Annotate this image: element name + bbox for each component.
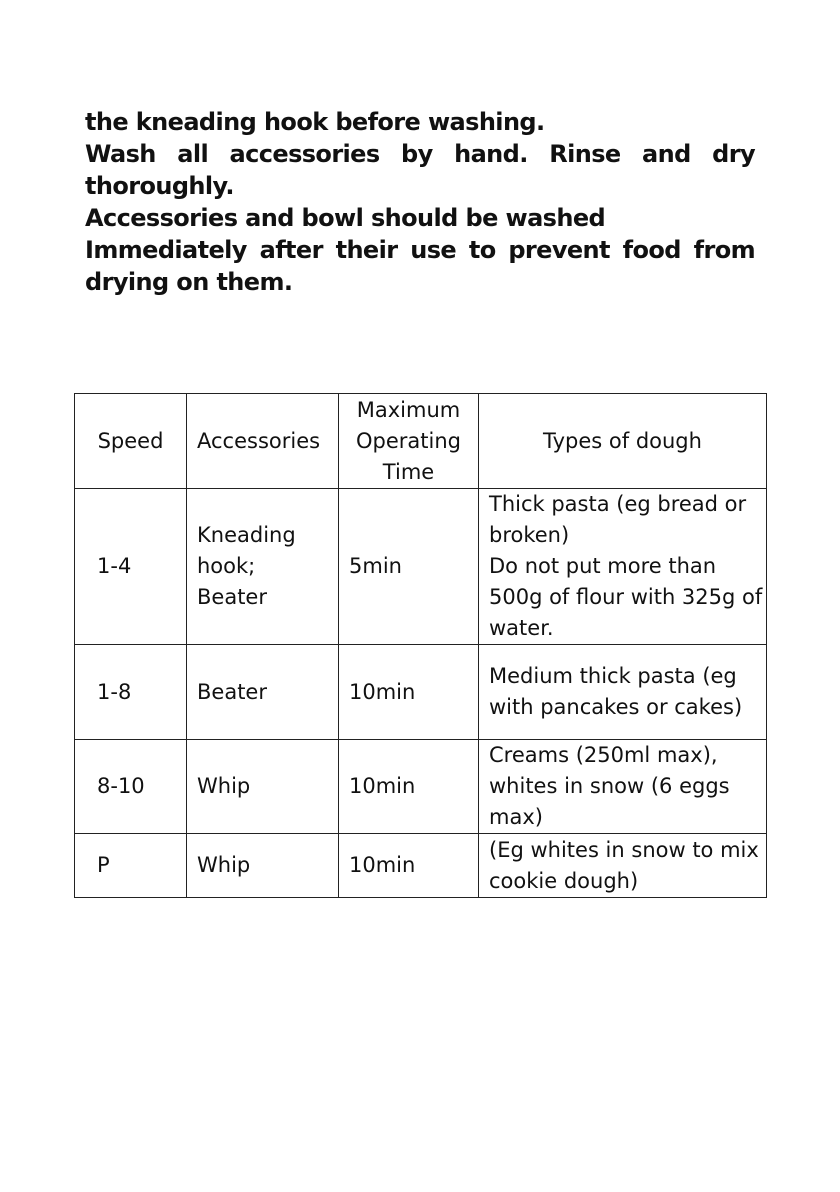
cell-accessories-line-1: Kneading xyxy=(197,523,296,547)
cell-dough-line-2: Do not put more than 500g of flour with 325g of water. xyxy=(489,554,763,640)
cell-accessories xyxy=(187,489,339,645)
cell-speed: 1-4 xyxy=(75,489,187,645)
header-dough: Types of dough xyxy=(479,394,767,489)
instruction-paragraph-4: Immediately after their use to prevent food from drying on them. xyxy=(85,236,755,296)
speed-table xyxy=(74,393,767,898)
cell-accessories: Whip xyxy=(187,834,339,898)
header-max-time-line-1: Maximum xyxy=(356,397,461,422)
cell-accessories: Whip xyxy=(187,740,339,834)
instruction-line-1: the kneading hook before washing. xyxy=(85,108,545,136)
instruction-line-3: Accessories and bowl should be washed xyxy=(85,204,606,232)
header-max-time-line-3: Time xyxy=(382,459,435,484)
cell-dough: Medium thick pasta (eg with pancakes or cakes) xyxy=(479,645,767,740)
header-max-time-line-2: Operating xyxy=(356,428,461,453)
table-row xyxy=(75,834,767,898)
table-row xyxy=(75,645,767,740)
cell-speed: 1-8 xyxy=(75,645,187,740)
cell-dough: (Eg whites in snow to mix cookie dough) xyxy=(479,834,767,898)
cell-speed: 8-10 xyxy=(75,740,187,834)
cell-dough xyxy=(479,489,767,645)
cell-time: 10min xyxy=(339,740,479,834)
cell-accessories-line-2: hook; xyxy=(197,554,256,578)
table-row xyxy=(75,489,767,645)
cell-dough-line-1: Thick pasta (eg bread or broken) xyxy=(489,492,747,547)
header-accessories: Accessories xyxy=(187,394,339,489)
cell-speed: P xyxy=(75,834,187,898)
cell-accessories-line-3: Beater xyxy=(197,585,267,609)
instruction-paragraph-2: Wash all accessories by hand. Rinse and dry thoroughly. xyxy=(85,140,755,200)
cell-time: 5min xyxy=(339,489,479,645)
header-max-time xyxy=(339,394,479,489)
cell-time: 10min xyxy=(339,645,479,740)
cell-dough: Creams (250ml max), whites in snow (6 eggs max) xyxy=(479,740,767,834)
header-speed: Speed xyxy=(75,394,187,489)
table-row xyxy=(75,740,767,834)
table-header-row xyxy=(75,394,767,489)
cell-accessories: Beater xyxy=(187,645,339,740)
cell-time: 10min xyxy=(339,834,479,898)
